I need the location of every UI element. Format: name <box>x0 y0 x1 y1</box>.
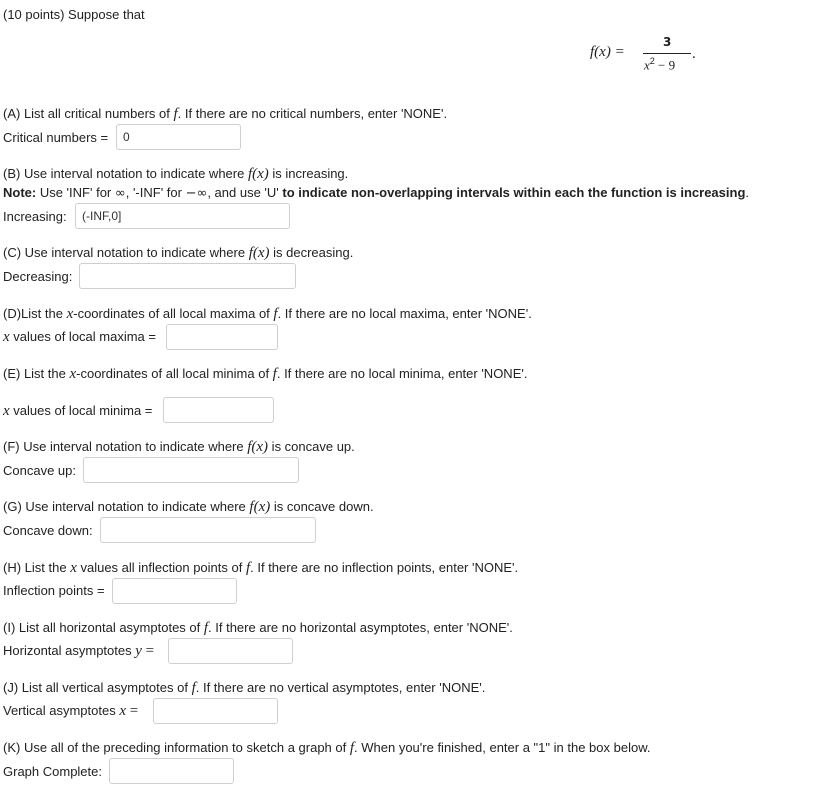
partD-mid: -coordinates of all local maxima of <box>73 306 274 321</box>
partF-prompt <box>3 439 355 456</box>
partH-prefix: (H) List the <box>3 560 71 575</box>
partG-suffix: is concave down. <box>270 499 374 514</box>
partB-note <box>3 185 749 201</box>
inflection-points-input[interactable] <box>112 578 237 604</box>
partD-prefix: (D)List the <box>3 306 67 321</box>
partG-label: Concave down: <box>3 523 93 538</box>
partI-suffix: . If there are no horizontal asymptotes, enter 'NONE'. <box>208 620 513 635</box>
partG-fx: f(x) <box>249 499 271 515</box>
partC-prompt <box>3 245 353 262</box>
concave-up-input[interactable] <box>83 457 299 483</box>
problem-header: (10 points) Suppose that <box>3 7 145 22</box>
partB-label: Increasing: <box>3 209 67 224</box>
partJ-label-eq: = <box>126 703 139 719</box>
partF-label: Concave up: <box>3 463 76 478</box>
partI-label-eq: = <box>141 643 155 659</box>
partJ-suffix: . If there are no vertical asymptotes, enter 'NONE'. <box>195 680 486 695</box>
formula-period: . <box>692 46 696 62</box>
partD-label-text: values of local maxima = <box>9 329 156 344</box>
partK-var: f <box>349 740 355 756</box>
partA-suffix: . If there are no critical numbers, enter 'NONE'. <box>177 106 448 121</box>
critical-numbers-input[interactable] <box>116 124 241 150</box>
partD-label-var: x <box>3 329 10 345</box>
vertical-asymptotes-input[interactable] <box>153 698 278 724</box>
local-maxima-input[interactable] <box>166 324 278 350</box>
partK-prefix: (K) Use all of the preceding information to sketch a graph of <box>3 740 350 755</box>
partI-prompt <box>3 620 513 637</box>
increasing-input[interactable] <box>75 203 290 229</box>
partJ-label <box>3 703 138 720</box>
decreasing-input[interactable] <box>79 263 296 289</box>
partG-prefix: (G) Use interval notation to indicate where <box>3 499 250 514</box>
note-a: Use 'INF' for <box>36 185 115 200</box>
partI-var: f <box>203 620 209 636</box>
partE-label-var: x <box>3 403 10 419</box>
denom-var: x <box>644 57 650 73</box>
note-e: . <box>745 185 750 200</box>
partE-var2: f <box>272 366 277 382</box>
partE-label-text: values of local minima = <box>9 403 153 418</box>
partI-label-var: y <box>135 643 142 659</box>
partI-label <box>3 643 154 660</box>
partC-fx: f(x) <box>248 245 270 261</box>
concave-down-input[interactable] <box>100 517 316 543</box>
partI-prefix: (I) List all horizontal asymptotes of <box>3 620 204 635</box>
partE-prompt <box>3 366 527 383</box>
partB-prefix: (B) Use interval notation to indicate where <box>3 166 248 181</box>
partK-suffix: . When you're finished, enter a "1" in the box below. <box>354 740 651 755</box>
partF-suffix: is concave up. <box>268 439 355 454</box>
partB-prompt <box>3 166 348 183</box>
horizontal-asymptotes-input[interactable] <box>168 638 293 664</box>
partD-label <box>3 329 156 346</box>
partI-label-text: Horizontal asymptotes <box>3 643 136 658</box>
partH-prompt <box>3 560 518 577</box>
partF-fx: f(x) <box>247 439 269 455</box>
partH-suffix: . If there are no inflection points, enter 'NONE'. <box>250 560 519 575</box>
partC-suffix: is decreasing. <box>269 245 354 260</box>
note-b: , '-INF' for <box>125 185 186 200</box>
partB-suffix: is increasing. <box>268 166 349 181</box>
partD-prompt <box>3 306 532 323</box>
partF-prefix: (F) Use interval notation to indicate where <box>3 439 248 454</box>
partD-var: x <box>66 306 74 322</box>
denom-exp: 2 <box>649 56 655 66</box>
partA-prefix: (A) List all critical numbers of <box>3 106 174 121</box>
graph-complete-input[interactable] <box>109 758 234 784</box>
partD-var2: f <box>273 306 278 322</box>
partJ-var: f <box>191 680 196 696</box>
partE-label <box>3 403 152 420</box>
partE-prefix: (E) List the <box>3 366 70 381</box>
partJ-label-var: x <box>119 703 126 719</box>
formula-lhs-text: f(x) = <box>590 44 625 60</box>
note-c: , and use 'U' <box>207 185 279 200</box>
partC-label: Decreasing: <box>3 269 73 284</box>
partB-fx: f(x) <box>247 166 269 182</box>
partH-mid: values all inflection points of <box>76 560 246 575</box>
partK-prompt <box>3 740 650 757</box>
fraction-bar <box>643 53 691 54</box>
note-neginf: −∞ <box>185 186 208 201</box>
partA-label: Critical numbers = <box>3 130 109 145</box>
formula-lhs <box>590 44 625 61</box>
partC-prefix: (C) Use interval notation to indicate where <box>3 245 249 260</box>
denom-rest: − 9 <box>654 57 676 73</box>
partG-prompt <box>3 499 374 516</box>
partH-label: Inflection points = <box>3 583 105 598</box>
partJ-prompt <box>3 680 485 697</box>
partE-mid: -coordinates of all local minima of <box>76 366 273 381</box>
partH-var: x <box>70 560 77 576</box>
partE-suffix: . If there are no local minima, enter 'NONE'. <box>276 366 528 381</box>
note-label: Note: <box>3 185 37 200</box>
formula-denominator <box>644 56 675 73</box>
partJ-prefix: (J) List all vertical asymptotes of <box>3 680 192 695</box>
note-inf: ∞ <box>114 186 126 201</box>
local-minima-input[interactable] <box>163 397 274 423</box>
partA-var: f <box>173 106 178 122</box>
partA-prompt <box>3 106 447 123</box>
partK-label: Graph Complete: <box>3 764 102 779</box>
formula-numerator: 3 <box>663 35 672 49</box>
partD-suffix: . If there are no local maxima, enter 'NONE'. <box>277 306 532 321</box>
partH-var2: f <box>245 560 251 576</box>
partE-var: x <box>69 366 77 382</box>
partJ-label-text: Vertical asymptotes <box>3 703 120 718</box>
note-d: to indicate non-overlapping intervals within each the function is increasing <box>278 185 746 200</box>
